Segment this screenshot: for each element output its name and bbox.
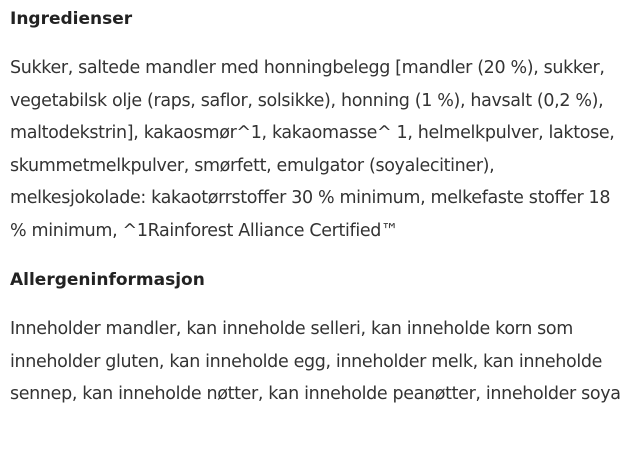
ingredients-text: Sukker, saltede mandler med honningbelegg [mandler (20 %), sukker, vegetabilsk olje (raps, saflor, solsikke), honning (1 %), havsalt (0,2 %), maltodekstrin], kakaosmør^1, kakaomasse^ 1, helmelkpulver, laktose, skummetmelkpulver, smørfett, emulgator (soyalecitiner), melkesjokolade: kakaotørrstoffer 30 % minimum, melkefaste stoffer 18 % minimum, ^1Rainforest Alliance Certified™: [10, 58, 615, 241]
ingredients-heading: Ingredienser: [10, 9, 133, 29]
allergen-section: [10, 267, 621, 411]
ingredients-section: [10, 6, 621, 247]
allergen-heading: Allergeninformasjon: [10, 270, 205, 290]
allergen-text: Inneholder mandler, kan inneholde selleri, kan inneholde korn som inneholder gluten, kan inneholde egg, inneholder melk, kan inneholde sennep, kan inneholde nøtter, kan inneholde peanøtter, inneholder soya: [10, 319, 621, 404]
